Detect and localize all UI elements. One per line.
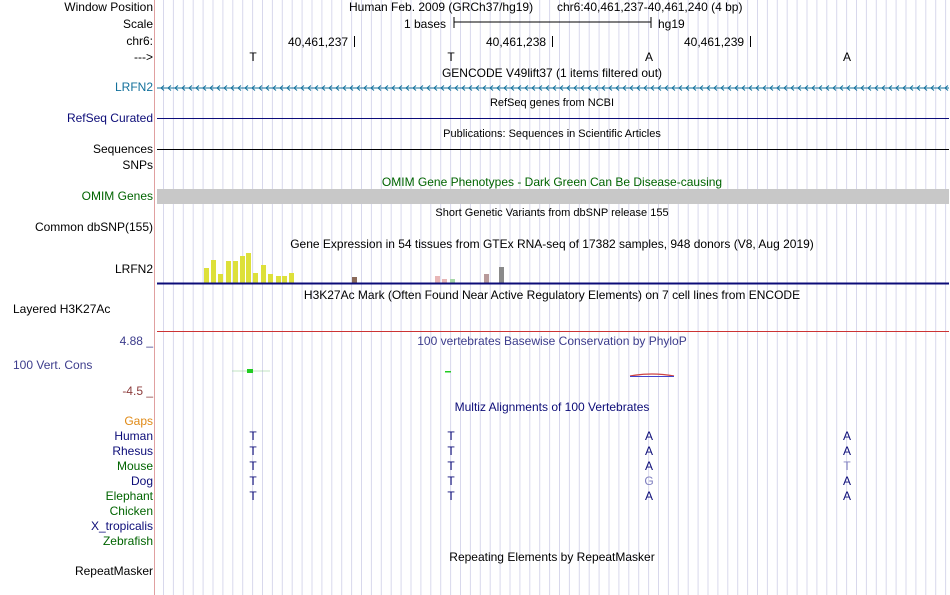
scale-label: Scale — [122, 17, 153, 31]
h3k27ac-track-label[interactable]: Layered H3K27Ac — [13, 302, 111, 316]
gaps-label: Gaps — [124, 414, 153, 428]
gencode-track-title[interactable]: GENCODE V49lift37 (1 items filtered out) — [441, 66, 663, 80]
aligned-base: T — [249, 444, 257, 458]
strand-label: ---> — [134, 50, 153, 64]
omim-track-title[interactable]: OMIM Gene Phenotypes - Dark Green Can Be Disease-causing — [381, 175, 723, 189]
aligned-base: A — [842, 429, 851, 443]
aligned-base: A — [644, 444, 653, 458]
assembly-title: Human Feb. 2009 (GRCh37/hg19) — [349, 0, 534, 14]
phylop-max-label: 4.88 _ — [119, 334, 153, 348]
dbsnp-track-label[interactable]: Common dbSNP(155) — [34, 220, 153, 234]
gtex-tissue-bar[interactable] — [253, 273, 258, 283]
ref-base: A — [842, 50, 851, 64]
gtex-tissue-bar[interactable] — [282, 276, 287, 283]
omim-gene-bar — [157, 189, 949, 204]
aligned-base: A — [644, 459, 653, 473]
gtex-tissue-bar[interactable] — [442, 279, 447, 283]
window-position-label: Window Position — [64, 0, 153, 14]
omim-track-label[interactable]: OMIM Genes — [81, 189, 153, 203]
aligned-base: T — [843, 459, 851, 473]
species-label-mouse[interactable]: Mouse — [116, 459, 153, 473]
gtex-tissue-bar[interactable] — [240, 256, 245, 283]
repeatmasker-track-label[interactable]: RepeatMasker — [74, 564, 153, 578]
aligned-base: G — [644, 474, 654, 488]
gtex-tissue-bar[interactable] — [246, 253, 251, 283]
gtex-tissue-bar[interactable] — [484, 274, 489, 283]
aligned-base: A — [842, 444, 851, 458]
species-label-elephant[interactable]: Elephant — [105, 489, 153, 503]
h3k27ac-track-title[interactable]: H3K27Ac Mark (Often Found Near Active Regulatory Elements) on 7 cell lines from ENCODE — [303, 288, 801, 302]
aligned-base: A — [644, 489, 653, 503]
phylop-bar — [247, 369, 253, 373]
species-label-x_tropicalis[interactable]: X_tropicalis — [90, 519, 153, 533]
publications-track-label[interactable]: Sequences — [92, 142, 153, 156]
gtex-tissue-bar[interactable] — [268, 274, 273, 283]
multiz-track-title[interactable]: Multiz Alignments of 100 Vertebrates — [454, 400, 650, 414]
species-label-zebrafish[interactable]: Zebrafish — [102, 534, 153, 548]
species-label-chicken[interactable]: Chicken — [109, 504, 153, 518]
aligned-base: T — [249, 489, 257, 503]
aligned-base: A — [842, 489, 851, 503]
ruler-tick-label: 40,461,237 — [288, 35, 349, 49]
gtex-tissue-bar[interactable] — [352, 277, 357, 283]
species-label-human[interactable]: Human — [114, 429, 153, 443]
gtex-tissue-bar[interactable] — [289, 273, 294, 283]
ref-base: A — [644, 50, 653, 64]
gtex-tissue-bar[interactable] — [276, 276, 281, 283]
aligned-base: T — [249, 459, 257, 473]
gtex-tissue-bar[interactable] — [204, 268, 209, 283]
position-text: chr6:40,461,237-40,461,240 (4 bp) — [557, 0, 743, 14]
snps-track-label[interactable]: SNPs — [122, 158, 153, 172]
ref-base: T — [447, 50, 455, 64]
aligned-base: T — [447, 429, 455, 443]
scale-db: hg19 — [658, 17, 685, 31]
phylop-min-label: -4.5 _ — [122, 384, 153, 398]
scale-text: 1 bases — [404, 17, 447, 31]
gtex-expression-bars — [204, 253, 504, 283]
gtex-tissue-bar[interactable] — [261, 265, 266, 283]
gtex-tissue-bar[interactable] — [211, 260, 216, 283]
refseq-track-label[interactable]: RefSeq Curated — [66, 111, 153, 125]
aligned-base: T — [249, 474, 257, 488]
aligned-base: T — [447, 474, 455, 488]
aligned-base: T — [447, 444, 455, 458]
aligned-base: T — [249, 429, 257, 443]
aligned-base: T — [447, 489, 455, 503]
ruler-tick-label: 40,461,238 — [486, 35, 547, 49]
publications-track-title[interactable]: Publications: Sequences in Scientific Articles — [443, 128, 661, 140]
gtex-track-title[interactable]: Gene Expression in 54 tissues from GTEx RNA-seq of 17382 samples, 948 donors (V8, Aug 2019) — [290, 237, 814, 251]
gtex-tissue-bar[interactable] — [218, 274, 223, 283]
species-label-rhesus[interactable]: Rhesus — [112, 444, 153, 458]
gencode-item-label[interactable]: LRFN2 — [114, 80, 153, 94]
repeatmasker-track-title[interactable]: Repeating Elements by RepeatMasker — [449, 550, 655, 564]
ref-base: T — [249, 50, 257, 64]
gtex-tissue-bar[interactable] — [233, 261, 238, 283]
chr-label: chr6: — [126, 34, 153, 48]
aligned-base: T — [447, 459, 455, 473]
dbsnp-track-title[interactable]: Short Genetic Variants from dbSNP release 155 — [435, 207, 669, 219]
phylop-bar — [445, 371, 451, 373]
ruler-tick-label: 40,461,239 — [684, 35, 745, 49]
phylop-neg — [630, 374, 674, 376]
aligned-base: A — [644, 429, 653, 443]
species-label-dog[interactable]: Dog — [130, 474, 153, 488]
phylop-track-label[interactable]: 100 Vert. Cons — [13, 358, 93, 372]
gtex-tissue-bar[interactable] — [226, 261, 231, 283]
aligned-base: A — [842, 474, 851, 488]
gtex-tissue-bar[interactable] — [435, 276, 440, 283]
phylop-track-title[interactable]: 100 vertebrates Basewise Conservation by PhyloP — [417, 334, 687, 348]
refseq-track-title[interactable]: RefSeq genes from NCBI — [489, 97, 615, 109]
gtex-tissue-bar[interactable] — [499, 267, 504, 283]
gtex-track-label[interactable]: LRFN2 — [114, 262, 153, 276]
gtex-tissue-bar[interactable] — [450, 279, 455, 283]
